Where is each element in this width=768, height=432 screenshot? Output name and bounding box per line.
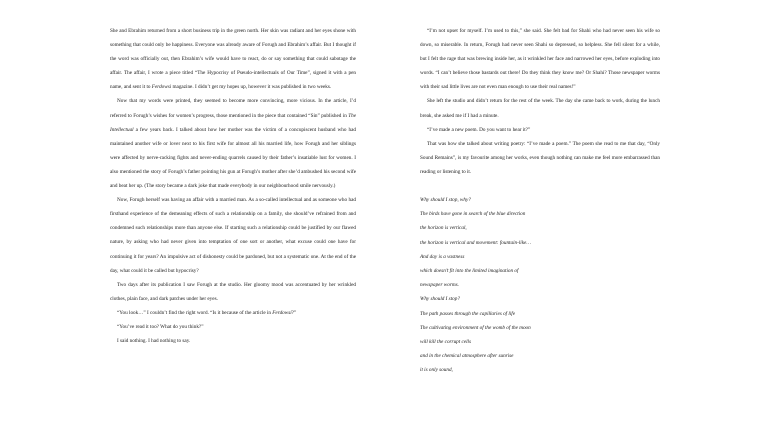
poem-line: and in the chemical atmosphere after sunrise (420, 353, 514, 360)
poem-line: And day is a vastness (420, 253, 465, 260)
left-paragraph-6: “You’ve read it too? What do you think?” (117, 323, 204, 330)
poem-line: The path passes through the capillaries of life (420, 310, 516, 317)
poem-line: The cultivating environment of the womb of the moon (420, 324, 531, 331)
left-paragraph-2: Now that my words were printed, they seemed to become more convincing, more vicious. In the article, I’d referred to Forugh’s wishes for women’s progress, those mentioned in the piece that contained “Sin” published in The Intellectual a few years back. I talked about how her mother was the victim of a concupiscent husband who had maintained another wife or lover next to his first wife for almost all his married life, how Forugh and her siblings were affected by nerve-racking fights and never-ending quarrels caused by their father’s insatiable lust for women. I also mentioned the story of Forugh’s father pointing his gun at Forugh’s mother after she’d ambushed his second wife and beat her up. (The story became a dark joke that made everybody in our neighbourhood smile nervously.) (110, 98, 356, 190)
poem-line: the horizon is vertical and movement: fountain-like… (420, 239, 531, 246)
right-paragraph-3: “I’ve made a new poem. Do you want to hear it?” (427, 126, 531, 133)
poem-line: the horizon is vertical, (420, 225, 467, 232)
poem-line: Why should I stop? (420, 296, 460, 303)
right-paragraph-4: That was how she talked about writing poetry: “I’ve made a poem.” The poem she read to me that day, “Only Sound Remains”, is my favourite among her works, even though nothing can make me feel more embarrassed than reading or listening to it. (420, 140, 660, 175)
right-paragraph-2: She left the studio and didn’t return for the rest of the week. The day she came back to work, during the lunch break, she asked me if I had a minute. (420, 98, 660, 119)
left-paragraph-7: I said nothing. I had nothing to say. (117, 338, 191, 345)
left-page (110, 24, 356, 348)
left-paragraph-3: Now, Forugh herself was having an affair with a married man. As a so-called intellectual and as someone who had firsthand experience of the demeaning effects of such a relationship on a family, she should’ve refrained from and condemned such relationships more than anyone else. If starting such a relationship could be justified by our flawed nature, by asking who had never given into temptation of one sort or another, what excuse could one have for continuing it for years? An impulsive act of dishonesty could be pardoned, but not a systematic one. At the end of the day, what could it be called but hypocrisy? (110, 197, 356, 274)
poem-line: newspaper worms. (420, 282, 459, 289)
left-paragraph-4: Two days after its publication I saw Forugh at the studio. Her gloomy mood was accentuated by her wrinkled clothes, plain face, and dark patches under her eyes. (110, 281, 356, 302)
poem-line: which doesn’t fit into the limited imagination of (420, 268, 519, 275)
poem-line: The birds have gone in search of the blue direction (420, 211, 526, 218)
poem-line: it is only sound, (420, 367, 453, 374)
left-paragraph-5: “You look…” I couldn’t find the right word. “Is it because of the article in Ferdowsi?” (117, 309, 297, 316)
poem (420, 193, 660, 378)
left-paragraph-1: She and Ebrahim returned from a short business trip in the green north. Her skin was radiant and her eyes shone with something that could only be happiness. Everyone was already aware of Forugh and Ebrahim’s affair. But I thought if the word was officially out, then Ebrahim’s wife would have to react, do or say something that could sabotage the affair. The affair, I wrote a piece titled “The Hypocrisy of Pseudo-intellectuals of Our Time”, signed it with a pen name, and sent it to Ferdowsi magazine. I didn’t get my hopes up, however it was published in two weeks. (110, 28, 356, 91)
stanza-gap (420, 179, 660, 193)
right-page (420, 24, 660, 378)
right-paragraph-1: “I’m not upset for myself. I’m used to this,” she said. She felt bad for Shahi who had never seen his wife so down, so miserable. In return, Forugh had never seen Shahi so depressed, so helpless. She fell silent for a while, but I felt the rage that was brewing inside her, as it wrinkled her face and narrowed her eyes, before exploding into words. “I can’t believe those bastards out there! Do they think they know me? Or Shahi? Those newspaper worms with their sad little lives are not even man enough to use their real names!” (420, 28, 660, 91)
poem-line: Why should I stop, why? (420, 197, 471, 204)
poem-line: will kill the corrupt cells (420, 339, 472, 346)
